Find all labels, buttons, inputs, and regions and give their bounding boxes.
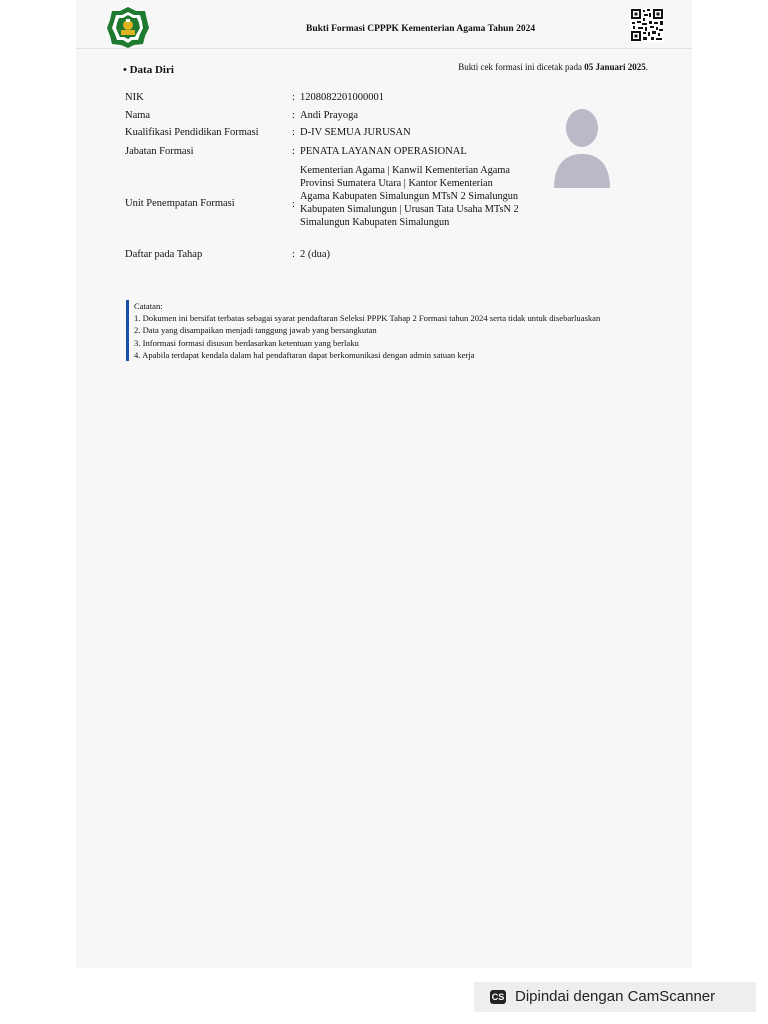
note-item: 3. Informasi formasi disusun berdasarkan ketentuan yang berlaku [134, 337, 359, 348]
notes-heading: Catatan: [134, 301, 163, 311]
document-sheet [76, 0, 692, 968]
section-title: • Data Diri [123, 64, 174, 76]
nik-label: NIK [125, 92, 144, 103]
camscanner-text: Dipindai dengan CamScanner [515, 988, 716, 1005]
document-header [76, 0, 692, 49]
nama-value: Andi Prayoga [300, 110, 359, 121]
section-title-text: Data Diri [129, 64, 174, 76]
unit-value: Kementerian Agama | Kanwil Kementerian Agama Provinsi Sumatera Utara | Kantor Kementerian Agama Kabupaten Simalungun MTsN 2 Simalungun Kabupaten Simalungun | Urusan Tata Usaha MTsN 2 Simalungun Kabupaten Simalungun [300, 165, 519, 228]
nama-label: Nama [125, 110, 151, 121]
printed-note-prefix: Bukti cek formasi ini dicetak pada [458, 62, 582, 72]
nik-value: 1208082201000001 [300, 92, 384, 103]
kualifikasi-value: D-IV SEMUA JURUSAN [300, 127, 411, 138]
notes-box [126, 300, 656, 361]
document-title: Bukti Formasi CPPPK Kementerian Agama Tahun 2024 [306, 24, 536, 34]
jabatan-colon: : [292, 146, 295, 157]
camscanner-logo-icon: CS [491, 992, 505, 1002]
kualifikasi-label: Kualifikasi Pendidikan Formasi [125, 127, 259, 138]
nama-colon: : [292, 110, 295, 121]
camscanner-watermark [474, 982, 756, 1012]
printed-note-suffix: . [645, 62, 648, 72]
kualifikasi-colon: : [292, 127, 295, 138]
printed-note [458, 62, 648, 72]
jabatan-label: Jabatan Formasi [125, 146, 194, 157]
jabatan-value: PENATA LAYANAN OPERASIONAL [300, 146, 467, 157]
nik-colon: : [292, 92, 295, 103]
note-item: 4. Apabila terdapat kendala dalam hal pendaftaran dapat berkomunikasi dengan admin satuan kerja [134, 349, 475, 360]
note-item: 1. Dokumen ini bersifat terbatas sebagai syarat pendaftaran Seleksi PPPK Tahap 2 Formasi tahun 2024 serta tidak untuk disebarluaskan [134, 313, 601, 324]
qr-code-icon [630, 8, 664, 42]
unit-label: Unit Penempatan Formasi [125, 198, 235, 209]
tahap-label: Daftar pada Tahap [125, 249, 203, 260]
tahap-value: 2 (dua) [300, 249, 331, 260]
kementerian-agama-logo [106, 6, 150, 48]
tahap-colon: : [292, 249, 295, 260]
printed-date: 05 Januari 2025 [584, 62, 646, 72]
unit-colon: : [292, 199, 295, 210]
avatar-placeholder-icon [550, 108, 614, 190]
note-item: 2. Data yang disampaikan menjadi tanggung jawab yang bersangkutan [134, 325, 377, 336]
